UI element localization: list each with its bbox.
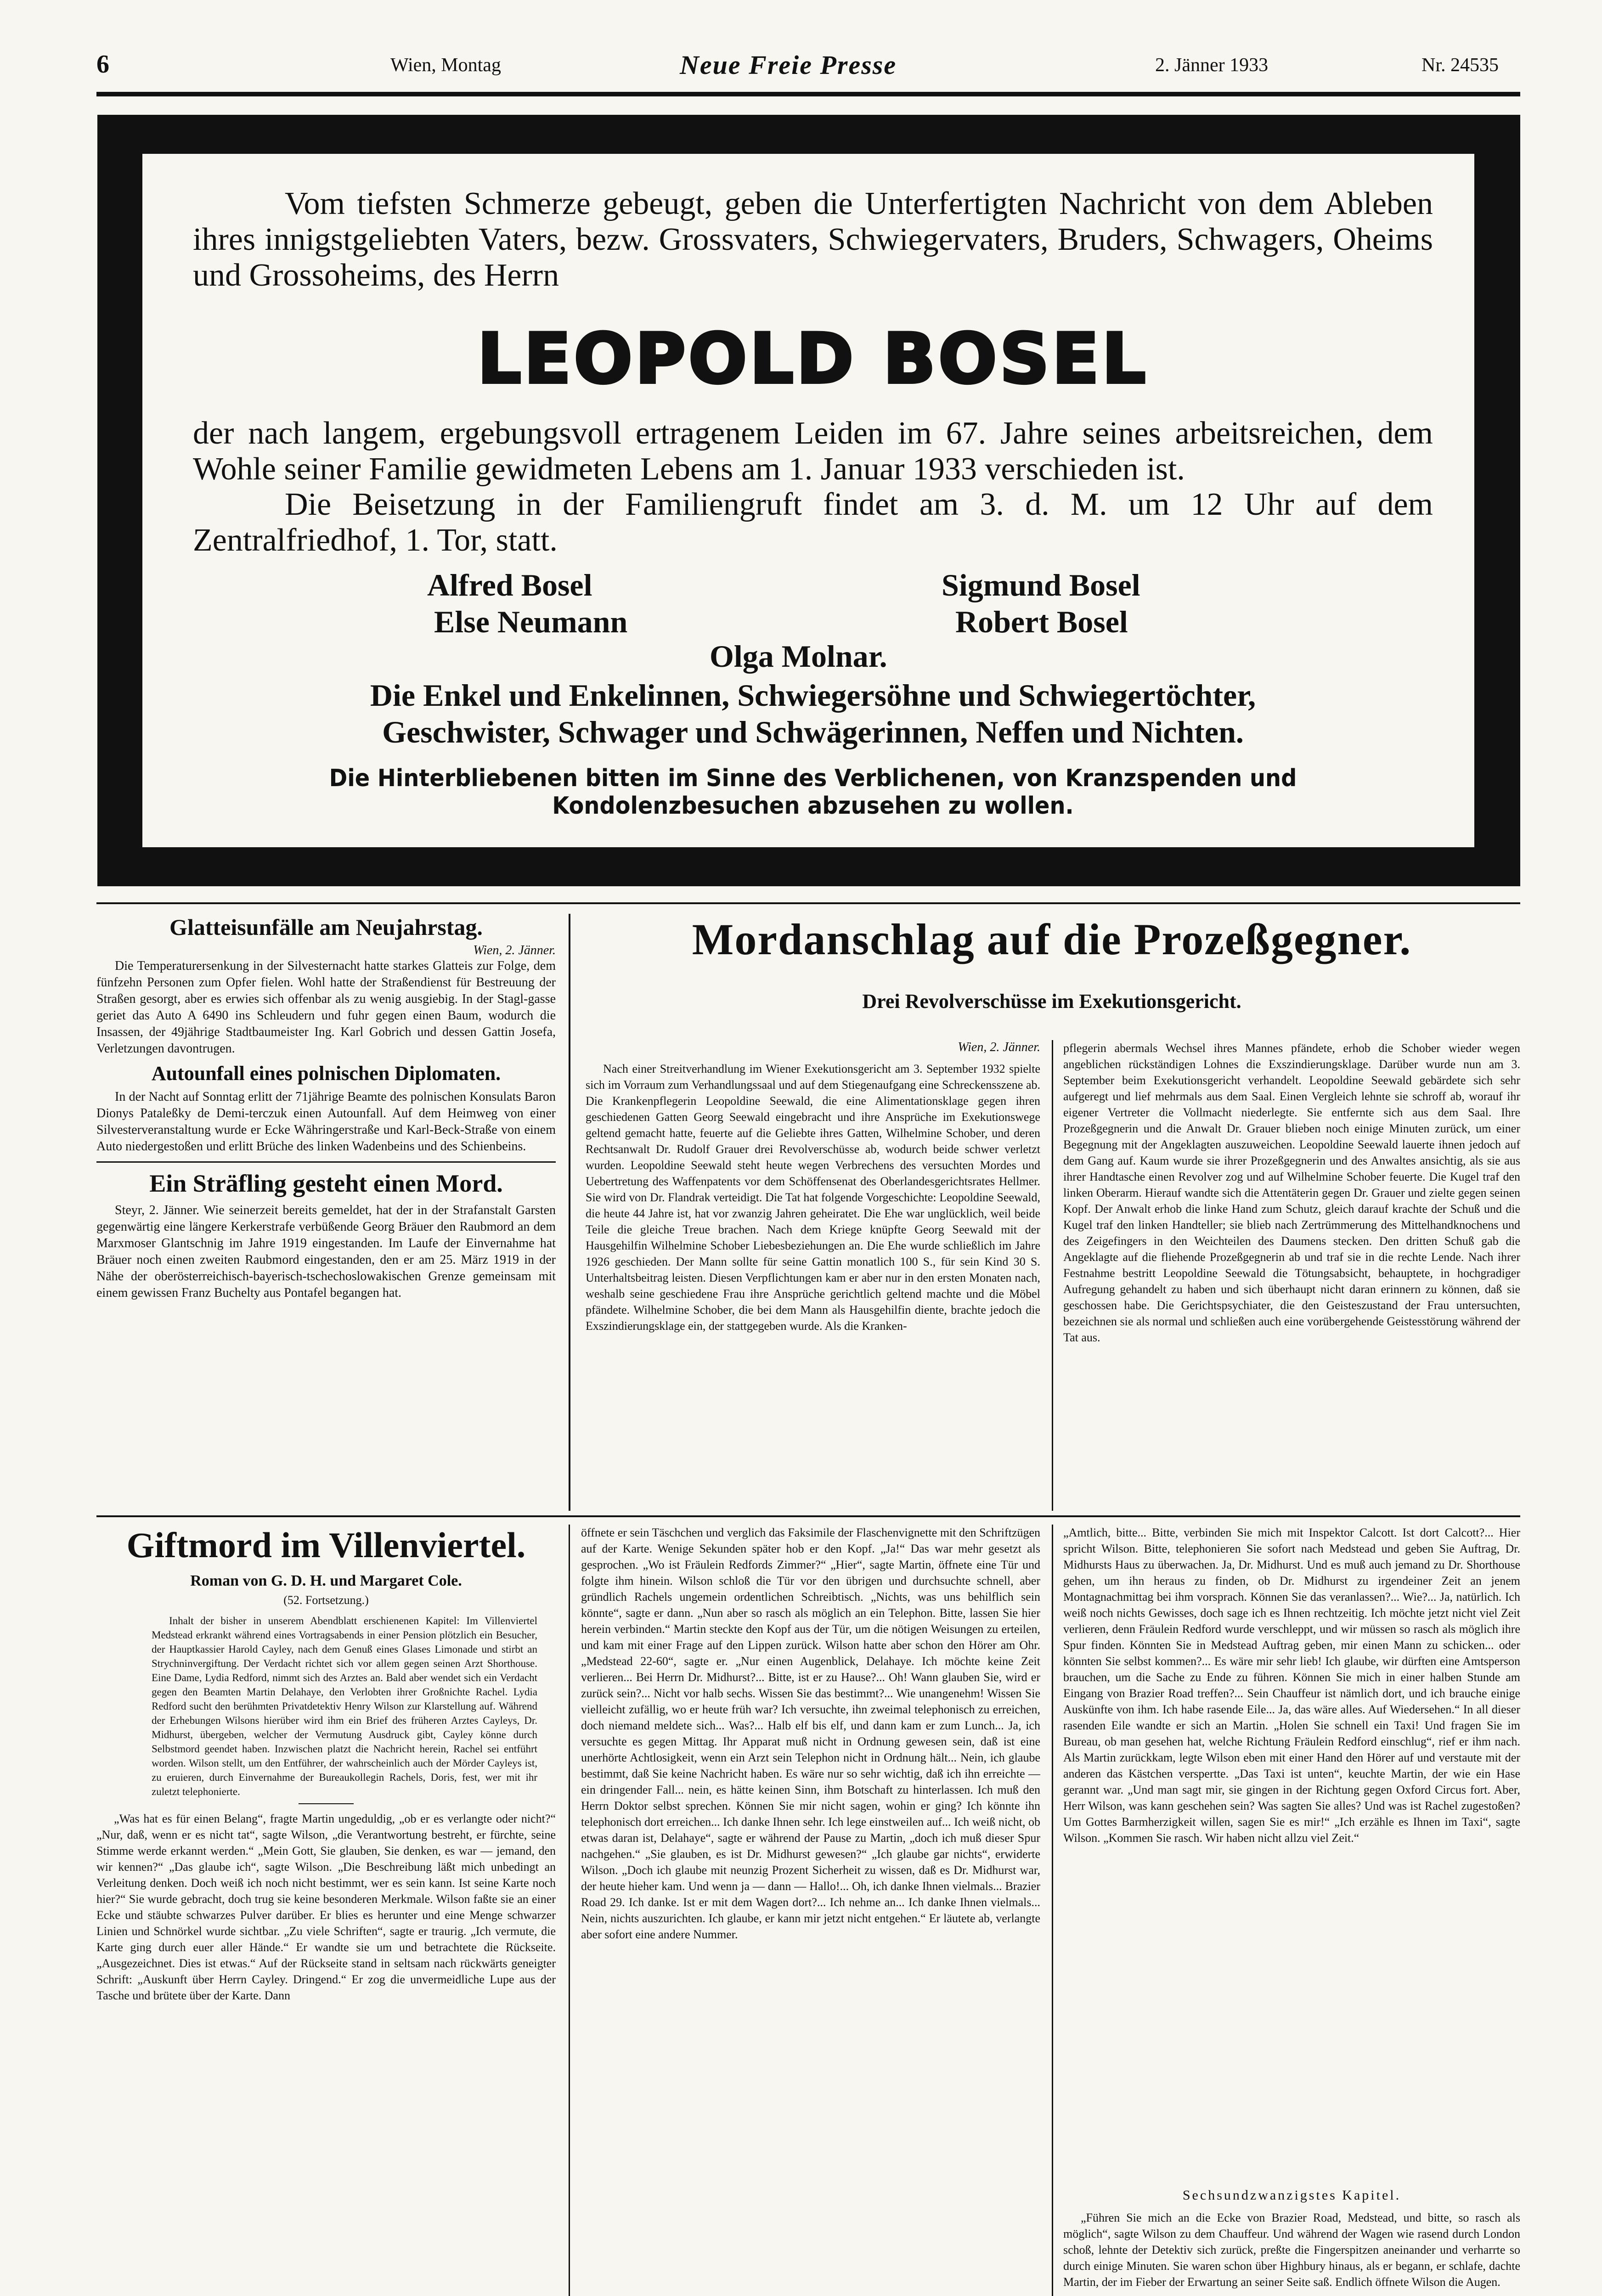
column-rule xyxy=(569,914,570,1511)
obituary-relatives: Die Enkel und Enkelinnen, Schwiegersöhne und Schwiegertöchter, xyxy=(370,678,1256,713)
serial-column-2 xyxy=(581,1525,1040,2296)
section-divider xyxy=(96,902,1520,904)
masthead: Neue Freie Presse xyxy=(680,50,897,80)
main-headline: Mordanschlag auf die Prozeßgegner. xyxy=(692,915,1412,964)
signatory: Alfred Bosel xyxy=(427,568,592,602)
signatory: Robert Bosel xyxy=(955,604,1128,639)
dateline: Wien, 2. Jänner. xyxy=(958,1040,1040,1054)
serial-column-1 xyxy=(96,1525,556,2296)
obituary-funeral: Die Beisetzung in der Familiengruft findet am 3. d. M. um 12 Uhr auf dem Zentralfriedhof, 1. Tor, statt. xyxy=(193,487,1433,558)
article-text: pflegerin abermals Wechsel ihres Mannes pfändete, erhob die Schober wieder wegen angeblichen rückständigen Lohnes die Exszindierungsklage. Darüber wurde nun am 3. September beim Exekutionsgericht verhandelt. Leopoldine Seewald gebärdete sich sehr aufgeregt und lief mehrmals aus dem Saal. Einen Vergleich lehnte sie schroff ab, worauf ihr eigener Vertreter die Vollmacht niederlegte. Sie entfernte sich aus dem Saal. Ihre Prozeßgegnerin und die Anwalt Dr. Grauer blieben noch einige Minuten zurück, um einer Begegnung mit der Angeklagten auszuweichen. Leopoldine Seewald lauerte ihnen jedoch auf dem Gang auf. Kaum wurde sie ihrer Prozeßgegnerin und des Anwaltes ansichtig, als sie aus ihrer Handtasche einen Revolver zog und auf Wilhelmine Schober feuerte. Die Kugel traf den linken Oberarm. Hierauf wandte sich die Attentäterin gegen Dr. Grauer und zielte gegen seinen Kopf. Der Anwalt erhob die linke Hand zum Schutz, gleich darauf krachte der Schuß und die Kugel traf den linken Handteller; sie blieb nach Zertrümmerung des Mittelhandknochens und des Zeigefingers in den Weichteilen des Daumens stecken. Den dritten Schuß gab die Angeklagte auf die fliehende Prozeßgegnerin ab und traf sie in die rechte Lende. Nach ihrer Festnahme bestritt Leopoldine Seewald die Tötungsabsicht, behauptete, in hochgradiger Aufregung gehandelt zu haben und sich überhaupt nicht daran erinnern zu können, daß sie geschossen habe. Die Gerichtspsychiater, die den Geisteszustand der Frau untersuchten, bezeichnen sie als normal und schließen auch eine vorübergehende Geistesstörung während der Tat aus. xyxy=(1063,1041,1520,1344)
obituary-name: LEOPOLD BOSEL xyxy=(477,319,1149,399)
serial-text: „Führen Sie mich an die Ecke von Brazier Road, Medstead, und bitte, so rasch als möglich“, sagte Wilson zu dem Chauffeur. Und während der Wagen wie rasend durch London schoß, lehnte der Detektiv sich zurück, preßte die Fingerspitzen aneinander und verharrte so durch einige Minuten. Sie waren schon über Highbury hinaus, als er begann, er schlafe, dachte Martin, der im Fieber der Erwartung an seiner Seite saß. Endlich öffnete Wilson die Augen. xyxy=(1063,2211,1520,2289)
header-location-day: Wien, Montag xyxy=(390,55,501,76)
serial-installment: (52. Fortsetzung.) xyxy=(283,1593,369,1607)
signatory: Sigmund Bosel xyxy=(942,568,1140,602)
article-text: Nach einer Streitverhandlung im Wiener Exekutionsgericht am 3. September 1932 spielte sich im Vorraum zum Verhandlungssaal und auf dem Stiegenaufgang eine Schreckensszene ab. Die Krankenpflegerin Leopoldine Seewald, die eine Alimentationsklage gegen ihren geschiedenen Gatten Georg Seewald eingebracht und ihre Ansprüche im Exekutionswege geltend gemacht hatte, feuerte auf die Geliebte ihres Gatten, Wilhelmine Schober, und deren Rechtsanwalt Dr. Rudolf Grauer drei Revolverschüsse ab, wodurch beide schwer verletzt wurden. Leopoldine Seewald steht heute wegen Verbrechens des versuchten Mordes und Uebertretung des Waffenpatents vor dem Schöffensenat des Oberlandesgerichtsrates Hellmer. Sie wird von Dr. Flandrak verteidigt. Die Tat hat folgende Vorgeschichte: Leopoldine Seewald, die heute 44 Jahre ist, hat vor zwanzig Jahren geheiratet. Die Ehe war unglücklich, weil beide Teile die gleiche Treue brachen. Nach dem Kriege knüpfte Georg Seewald mit der Hausgehilfin Wilhelmine Schober Liebesbeziehungen an. Die Ehe wurde schließlich im Jahre 1926 geschieden. Der Mann sollte für seine Gattin monatlich 100 S., für sein Kind 30 S. Unterhaltsbeitrag leisten. Diesen Verpflichtungen kam er aber nur in den ersten Monaten nach, weshalb seine geschiedene Frau ihre Ansprüche gerichtlich geltend machte und die Möbel pfändete. Wilhelmine Schober, die bei dem Mann als Hausgehilfin diente, brachte jedoch die Exszindierungsklage ein, der stattgegeben wurde. Als die Kranken- xyxy=(586,1062,1040,1333)
dateline: Wien, 2. Jänner. xyxy=(473,943,556,957)
main-subheadline: Drei Revolverschüsse im Exekutionsgericht. xyxy=(862,990,1241,1013)
summary-rule xyxy=(299,1803,354,1804)
serial-byline: Roman von G. D. H. und Margaret Cole. xyxy=(190,1572,462,1589)
page-number: 6 xyxy=(96,50,109,79)
signatory: Olga Molnar. xyxy=(710,639,887,674)
headline-autounfall: Autounfall eines polnischen Diplomaten. xyxy=(151,1062,501,1085)
header-issue-number: Nr. 24535 xyxy=(1421,55,1499,76)
obituary-intro: Vom tiefsten Schmerze gebeugt, geben die Unterfertigten Nachricht von dem Ableben ihres innigstgeliebten Vaters, bezw. Grossvaters, Schwiegervaters, Bruders, Schwagers, Oheims und Grossoheims, des Herrn xyxy=(193,186,1433,293)
header-rule xyxy=(96,92,1520,96)
serial-text: öffnete er sein Täschchen und verglich das Faksimile der Flaschenvignette mit den Schriftzügen auf der Karte. Wenige Sekunden später hob er den Kopf. „Ja!“ Das war mehr gesetzt als gesprochen. „Wo ist Fräulein Redfords Zimmer?“ „Hier“, sagte Martin, öffnete eine Tür und folgte ihm hinein. Wilson schloß die Tür vor den übrigen und durchsuchte schnell, aber gründlich Rachels ungemein ordentlichen Schreibtisch. „Nichts, was uns behilflich sein könnte“, sagte er dann. „Nun aber so rasch als möglich an ein Telephon. Bitte, lassen Sie hier herein verbinden.“ Martin steckte den Kopf aus der Tür, um die nötigen Weisungen zu erteilen, und kam mit einer Frage auf den Lippen zurück. Wilson hatte aber schon den Hörer am Ohr. „Medstead 22-60“, sagte er. „Nur einen Augenblick, Delahaye. Ich möchte keine Zeit verlieren... Bei Herrn Dr. Midhurst?... Bitte, ist er zu Hause?... Oh! Wann glauben Sie, wird er zurück sein?... Nicht vor halb sechs. Wissen Sie das bestimmt?... Wie unangenehm! Wissen Sie vielleicht zufällig, wo er heute früh war? Ich versuchte, ihn zweimal telephonisch zu erreichen, doch niemand meldete sich... Was?... Halb elf bis elf, und dann kam er zum Lunch... Ja, ich versuchte es gegen Mittag. Ihr Apparat muß nicht in Ordnung gewesen sein, daß ist eine unerhörte Achtlosigkeit, wenn ein Arzt sein Telephon nicht in Ordnung hält... Nein, ich glaube bestimmt, daß Sie keine Nachricht haben. Es wäre nur so sehr wichtig, daß ich ihn erreichte — ein dringender Fall... nein, es hätte keinen Sinn, ihm Botschaft zu hinterlassen. Ich muß den Herrn Doktor selbst sprechen. Können Sie mir nicht sagen, wohin er ging? Ich könnte ihn telephonisch dort erreichen... Ich danke Ihnen sehr. Ich lege einstweilen auf... Ich weiß nicht, ob etwas daran ist, Delahaye“, sagte er während der Pause zu Martin, „doch ich muß dieser Spur nachgehen.“ „Sie glauben, es ist Dr. Midhurst gewesen?“ „Ich glaube gar nichts“, erwiderte Wilson. „Doch ich glaube mit neunzig Prozent Sicherheit zu wissen, daß es Dr. Midhurst war, der heute hieher kam. Und wenn ja — dann — Hallo!... Oh, ich danke Ihnen vielmals... Brazier Road 29. Ich danke. Ist er mit dem Wagen dort?... Ich nehme an... Ich danke Ihnen vielmals... Nein, nichts auszurichten. Ich glaube, er kann mir jetzt nicht entgehen.“ Er läutete ab, verlangte aber sofort eine andere Nummer. xyxy=(581,1526,1040,1941)
serial-text: „Amtlich, bitte... Bitte, verbinden Sie mich mit Inspektor Calcott. Ist dort Calcott?... Hier spricht Wilson. Bitte, telephonieren Sie sofort nach Medstead und geben Sie Auftrag, Dr. Midhursts Haus zu überwachen. Ja, Dr. Midhurst. Und es muß auch jemand zu Dr. Shorthouse gehen, um ihn heraus zu finden, ob Dr. Midhurst zu irgendeiner Zeit an jenem Montagnachmittag bei ihm vorsprach. Können Sie das veranlassen?... Wie?... Ja, natürlich. Ich weiß noch nichts Gewisses, doch sage ich es Ihnen rechtzeitig. Ich möchte jetzt nicht viel Zeit verlieren, denn Fräulein Redford wurde verschleppt, und wir müssen so rasch als möglich ihre Spur finden. Könnten Sie in Medstead Auftrag geben, mir einen Mann zu schicken... oder könnten Sie selbst kommen?... Es wäre mir sehr lieb! Ich glaube, wir dürften eine Amtsperson brauchen, um die Sache zu Ende zu führen. Können Sie mich in einer halben Stunde am Eingang von Brazier Road treffen?... Sein Chauffeur ist nämlich dort, und ich brauche einige Auskünfte von ihm. Ich habe rasende Eile... Ja, das wäre alles. Auf Wiedersehen.“ In all dieser rasenden Eile wandte er sich an Martin. „Holen Sie schnell ein Taxi! Und fragen Sie im Bureau, ob man gesehen hat, welche Richtung Fräulein Redford einschlug“, rief er ihm nach. Als Martin zurückkam, legte Wilson eben mit einer Hand den Hörer auf und verstaute mit der anderen das Kästchen verspertte. „Das Taxi ist unten“, keuchte Martin, der wie ein Hase gerannt war. „Und man sagt mir, sie gingen in der Richtung gegen Oxford Circus fort. Aber, Herr Wilson, was kann geschehen sein? Was sagten Sie alles? Und was ist Rachel zugestoßen? Um Gottes Barmherzigkeit willen, sagen Sie es mir!“ „Ich erzähle es Ihnen im Taxi“, sagte Wilson. „Kommen Sie rasch. Wir haben nicht allzu viel Zeit.“ xyxy=(1063,1526,1520,1845)
serial-text: „Was hat es für einen Belang“, fragte Martin ungeduldig, „ob er es verlangte oder nicht?“ „Nur, daß, wenn er es nicht tat“, sagte Wilson, „die Verantwortung bestreht, er fürchte, seine Stimme werde erkannt werden.“ „Mein Gott, Sie glauben, Sie denken, es war — jemand, den wir kennen?“ „Das glaube ich“, sagte Wilson. „Die Beschreibung läßt mich unbedingt an Verleitung denken. Doch weiß ich noch nicht bestimmt, wer es sein kann. Ist seine Karte noch hier?“ Sie wurde gebracht, doch trug sie keine besonderen Merkmale. Wilson faßte sie an einer Ecke und stäubte schwarzes Pulver darüber. Er blies es herunter und eine Menge schwarzer Linien und Schnörkel wurde sichtbar. „Zu viele Schriften“, sagte er traurig. „Ich vermute, die Karte ging durch euer aller Hände.“ Er wandte sie um und betrachtete die Rückseite. „Ausgezeichnet. Dies ist etwas.“ Auf der Rückseite stand in seltsam nach rückwärts geneigter Schrift: „Auskunft über Herrn Cayley. Dringend.“ Er zog die unvermeidliche Lupe aus der Tasche und brütete über der Karte. Dann xyxy=(96,1812,556,2002)
obituary-notice: Die Hinterbliebenen bitten im Sinne des Verblichenen, von Kranzspenden und Kondolenzbesuchen abzusehen zu wollen. xyxy=(329,765,1297,820)
section-divider xyxy=(96,1515,1520,1517)
headline-straefling: Ein Sträfling gesteht einen Mord. xyxy=(149,1170,503,1197)
column-rule xyxy=(569,1525,570,2296)
left-column xyxy=(96,914,556,1513)
chapter-heading: Sechsundzwanzigstes Kapitel. xyxy=(1182,2188,1401,2203)
signatory: Else Neumann xyxy=(434,604,628,639)
article-text: Steyr, 2. Jänner. Wie seinerzeit bereits gemeldet, hat der in der Strafanstalt Garsten gegenwärtig eine längere Kerkerstrafe verbüßende Georg Bräuer den Raubmord an dem Marxmoser Glantschnig im Jahre 1919 eingestanden. Im Laufe der Einvernahme hat Bräuer noch einen zweiten Raubmord eingestanden, den er am 25. März 1919 in der Nähe der oberösterreichisch-bayerisch-tschechoslowakischen Grenze gemeinsam mit einem gewissen Franz Buchelty aus Pontafel begangen hat. xyxy=(96,1203,556,1300)
serial-title: Giftmord im Villenviertel. xyxy=(126,1525,526,1565)
headline-glatteis: Glatteisunfälle am Neujahrstag. xyxy=(169,914,483,940)
serial-summary: Inhalt der bisher in unserem Abendblatt erschienenen Kapitel: Im Villenviertel Medstead erkrankt während eines Vortragsabends in einer Pension plötzlich ein Besucher, der Hauptkassier Harold Cayley, nach dem Genuß eines Glases Limonade und stirbt an Strychninvergiftung. Der Verdacht richtet sich vor allem gegen seinen Arzt Shorthouse. Eine Dame, Lydia Redford, nimmt sich des Arztes an. Bald aber wendet sich ein Verdacht gegen den Beamten Martin Delahaye, den Verlobten ihrer Großnichte Rachel. Lydia Redford sucht den berühmten Privatdetektiv Henry Wilson zur Klarstellung auf. Während der Erhebungen Wilsons hierüber wird ihm ein Brief des früheren Arztes Cayleys, Dr. Midhurst, übergeben, welcher der Vermutung Ausdruck gibt, Cayley könne durch Selbstmord geendet haben. Inzwischen platzt die Nachricht herein, Rachel sei entführt worden. Wilson stellt, um den Entführer, der wahrscheinlich auch der Mörder Cayleys ist, zu eruieren, durch Einvernahme der Bureaukollegin Rachels, Doris, fest, wer mit ihr zuletzt telephonierte. xyxy=(152,1615,537,1797)
article-divider xyxy=(96,1161,556,1163)
serial-column-3 xyxy=(1063,1525,1520,2296)
article-text: Die Temperaturersenkung in der Silvesternacht hatte starkes Glatteis zur Folge, dem fünfzehn Personen zum Opfer fielen. Wohl hatte der Straßendienst für Bestreuung der Straßen gesorgt, aber es erwies sich offenbar als zu wenig ausgiebig. In der Stagl-gasse geriet das Auto A 6490 ins Schleudern und fuhr gegen einen Baum, wodurch die Insassen, der 49jährige Stadtbaumeister Ing. Karl Gobrich und dessen Gattin Josefa, Verletzungen davontrugen. xyxy=(96,959,556,1056)
main-article-col1 xyxy=(586,1061,1040,1511)
obituary-relatives: Geschwister, Schwager und Schwägerinnen, Neffen und Nichten. xyxy=(382,715,1244,749)
main-article-col2 xyxy=(1063,1040,1520,1511)
column-rule xyxy=(1052,1040,1053,1511)
header-date: 2. Jänner 1933 xyxy=(1155,55,1269,76)
column-rule xyxy=(1052,1525,1053,2296)
obituary-text: der nach langem, ergebungsvoll ertragenem Leiden im 67. Jahre seines arbeitsreichen, dem Wohle seiner Familie gewidmeten Lebens am 1. Januar 1933 verschieden ist. xyxy=(193,416,1433,487)
article-text: In der Nacht auf Sonntag erlitt der 71jährige Beamte des polnischen Konsulats Baron Dionys Pataleßky de Demi-terczuk einen Autounfall. Auf dem Heimweg von einer Silvesterveranstaltung wurde er Ecke Währingerstraße und Karl-Beck-Straße von einem Auto niedergestoßen und erlitt Brüche des linken Wadenbeins und des Schienbeins. xyxy=(96,1090,556,1154)
